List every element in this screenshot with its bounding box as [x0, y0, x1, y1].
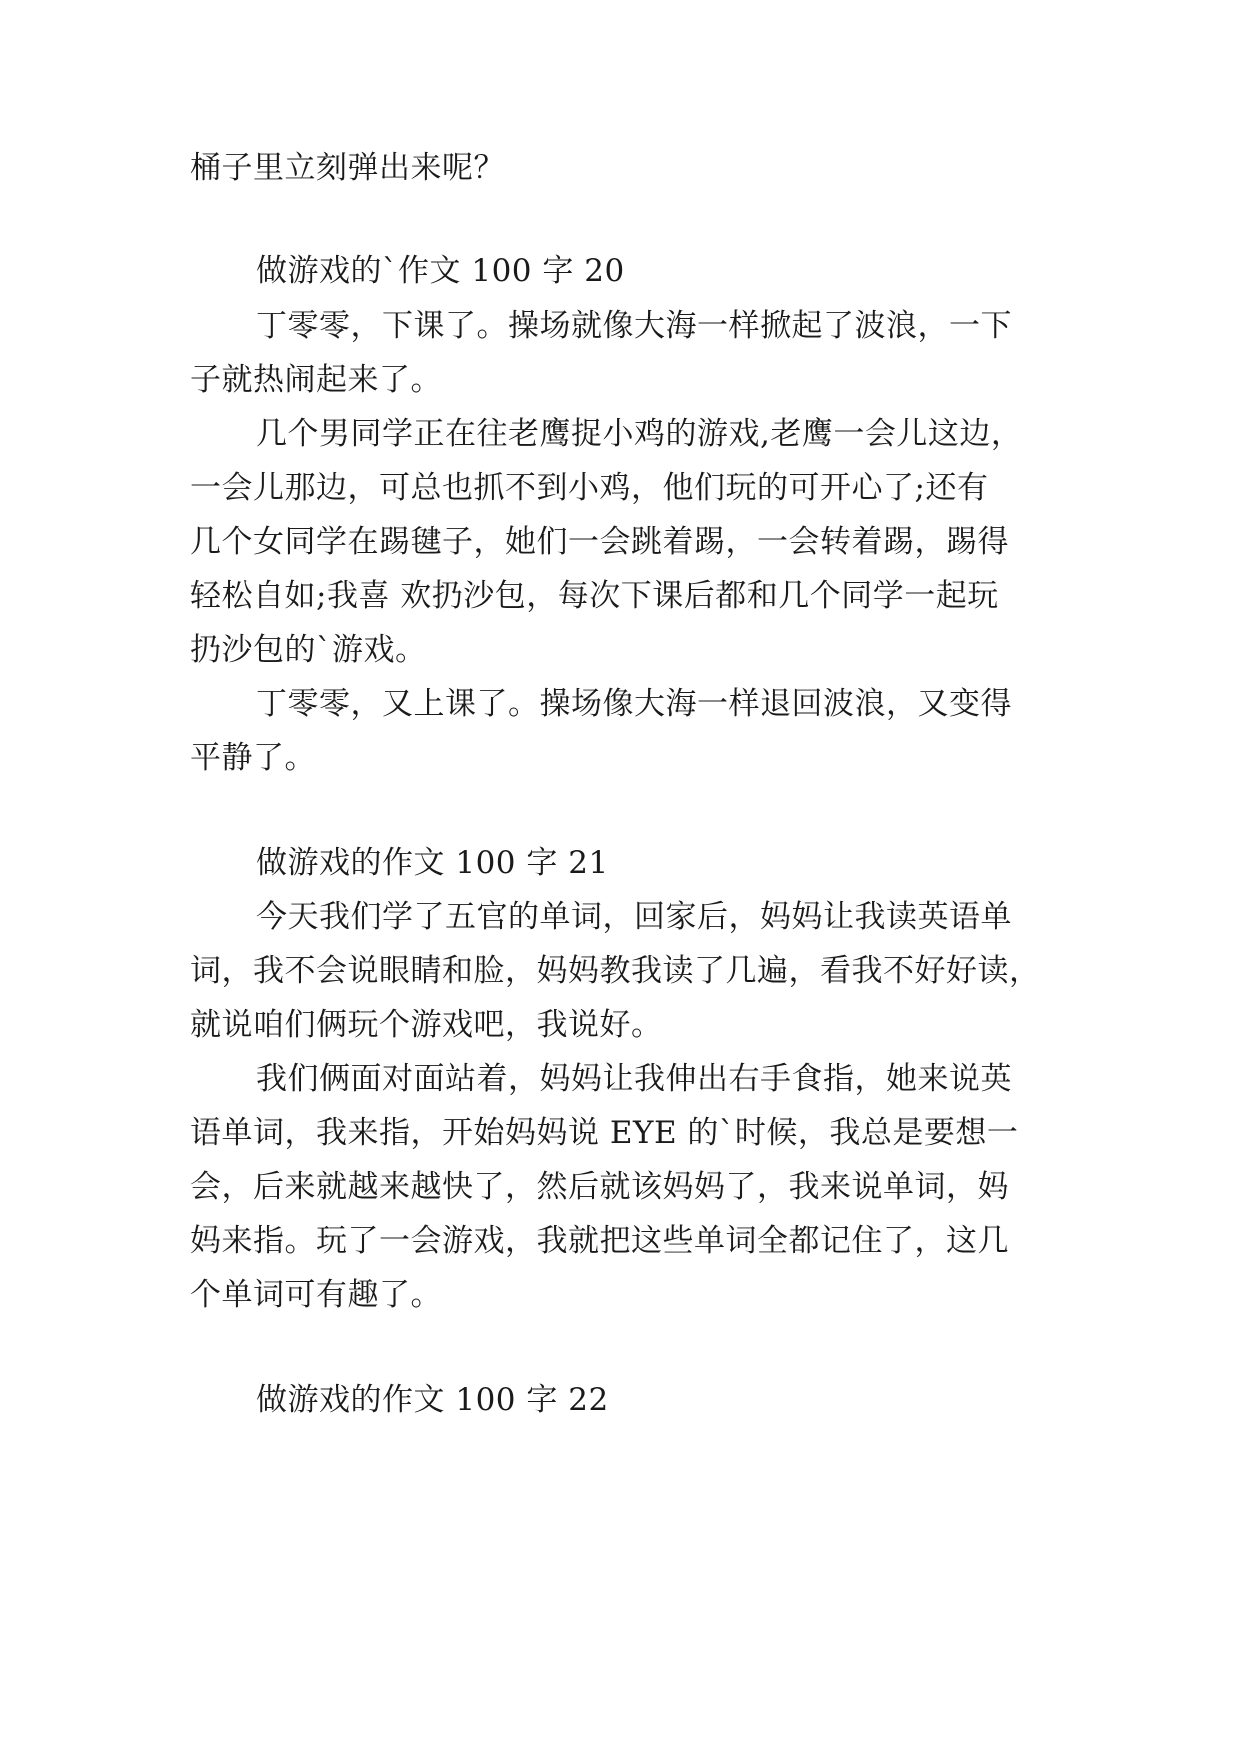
text-line: 妈来指。玩了一会游戏，我就把这些单词全都记住了，这几 — [190, 1223, 1009, 1259]
text-line: 个单词可有趣了。 — [190, 1277, 442, 1313]
text-line: 扔沙包的`游戏。 — [190, 632, 427, 668]
text-line: 词，我不会说眼睛和脸，妈妈教我读了几遍，看我不好好读， — [190, 953, 1041, 989]
section-heading: 做游戏的`作文 100 字 20 — [256, 253, 625, 289]
text-line: 桶子里立刻弹出来呢？ — [190, 150, 505, 186]
text-line: 子就热闹起来了。 — [190, 362, 442, 398]
text-line: 会，后来就越来越快了，然后就该妈妈了，我来说单词，妈 — [190, 1169, 1009, 1205]
text-line: 丁零零，下课了。操场就像大海一样掀起了波浪，一下 — [256, 308, 1012, 344]
text-line: 丁零零，又上课了。操场像大海一样退回波浪，又变得 — [256, 686, 1012, 722]
section-heading: 做游戏的作文 100 字 21 — [256, 845, 609, 881]
text-line: 就说咱们俩玩个游戏吧，我说好。 — [190, 1007, 663, 1043]
text-line: 轻松自如;我喜 欢扔沙包，每次下课后都和几个同学一起玩 — [190, 578, 999, 614]
text-line: 今天我们学了五官的单词，回家后，妈妈让我读英语单 — [256, 899, 1012, 935]
section-heading: 做游戏的作文 100 字 22 — [256, 1382, 609, 1418]
text-line: 几个女同学在踢毽子，她们一会跳着踢，一会转着踢，踢得 — [190, 524, 1009, 560]
text-line: 一会儿那边，可总也抓不到小鸡，他们玩的可开心了;还有 — [190, 470, 989, 506]
text-line: 我们俩面对面站着，妈妈让我伸出右手食指，她来说英 — [256, 1061, 1012, 1097]
text-line: 平静了。 — [190, 740, 316, 776]
text-line: 几个男同学正在往老鹰捉小鸡的游戏,老鹰一会儿这边， — [256, 416, 1023, 452]
text-line: 语单词，我来指，开始妈妈说 EYE 的`时候，我总是要想一 — [190, 1115, 1019, 1151]
